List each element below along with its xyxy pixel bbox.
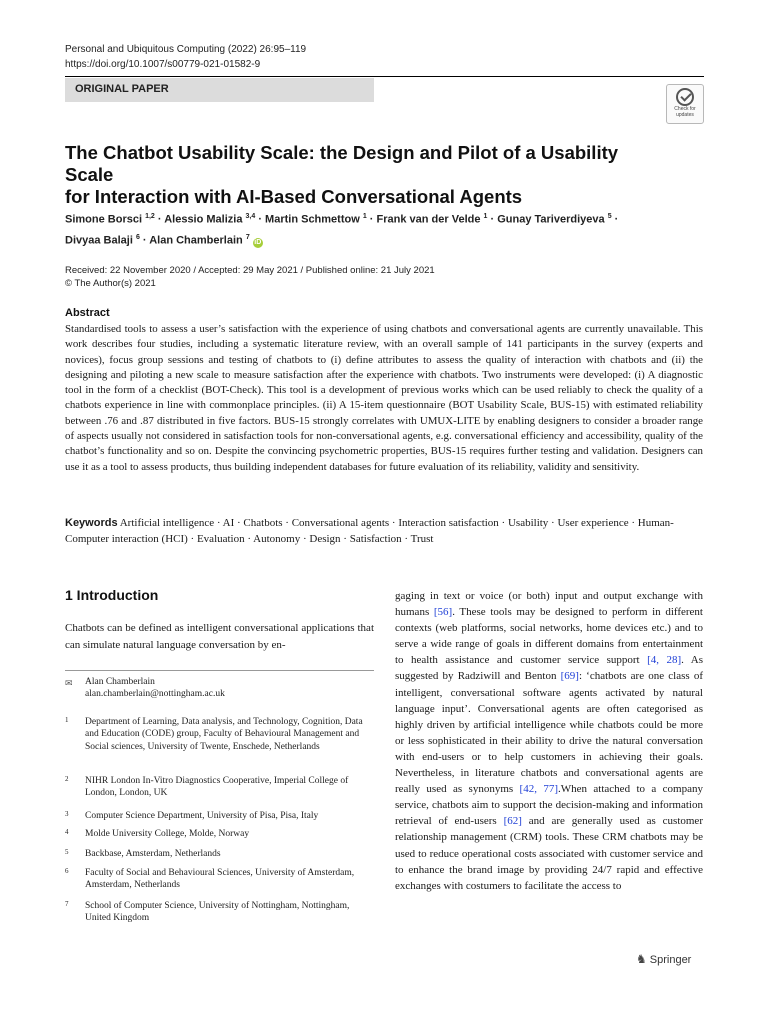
title-line-1: The Chatbot Usability Scale: the Design and Pilot of a Usability Scale: [65, 142, 619, 185]
section-heading-introduction: 1 Introduction: [65, 587, 159, 603]
header-rule: [65, 76, 704, 77]
affiliation: [65, 716, 374, 753]
affiliation-number: 3: [65, 810, 69, 818]
corresponding-email[interactable]: alan.chamberlain@nottingham.ac.uk: [85, 689, 225, 699]
keywords: [65, 515, 703, 547]
affiliation-number: 2: [65, 775, 69, 783]
title-line-2: for Interaction with AI-Based Conversational Agents: [65, 186, 523, 207]
check-updates-icon: [676, 88, 694, 106]
check-for-updates-badge[interactable]: [666, 84, 704, 124]
affiliation-number: 7: [65, 900, 69, 908]
author[interactable]: Alan Chamberlain: [149, 234, 243, 247]
received-line: Received: 22 November 2020 / Accepted: 29 May 2021 / Published online: 21 July 2021: [65, 265, 435, 276]
affiliation-number: 4: [65, 828, 69, 836]
keywords-label: Keywords: [65, 517, 118, 529]
citation-link[interactable]: [69]: [560, 670, 579, 683]
publication-dates: [65, 264, 435, 290]
affiliation: [65, 867, 374, 892]
author-affil: 1,2: [145, 213, 155, 220]
doi-link[interactable]: https://doi.org/10.1007/s00779-021-01582-9: [65, 59, 261, 70]
author-affil: 5: [607, 213, 612, 220]
keywords-list: Artificial intelligence · AI · Chatbots · Conversational agents · Interaction satisfaction · Usability · User experience · Human-Computer interaction (HCI) · Evaluation · Autonomy · Design · Satisfaction · Trust: [65, 517, 674, 545]
affiliation-number: 5: [65, 848, 69, 856]
affiliation: [65, 775, 374, 800]
body-text: .When attached to a company service, chatbots aim to support the decision-making and information retrieval of end-users: [395, 783, 703, 828]
affiliation-text: Molde University College, Molde, Norway: [85, 829, 250, 839]
publisher-logo: [636, 952, 691, 966]
corresponding-author: Alan Chamberlain: [85, 677, 155, 687]
affiliation-text: School of Computer Science, University of Nottingham, Nottingham, United Kingdom: [85, 901, 350, 924]
envelope-icon: ✉: [65, 678, 73, 688]
body-text: gaging in text or voice (or both) input and output exchange with humans: [395, 590, 703, 619]
author[interactable]: Alessio Malizia: [164, 213, 243, 226]
orcid-icon[interactable]: iD: [254, 239, 262, 247]
affiliation-text: Backbase, Amsterdam, Netherlands: [85, 849, 221, 859]
affiliation: [65, 828, 374, 840]
copyright-line: © The Author(s) 2021: [65, 278, 156, 289]
author-affil: 1: [362, 213, 367, 220]
journal-citation: Personal and Ubiquitous Computing (2022) 26:95–119: [65, 44, 307, 55]
citation-link[interactable]: [56]: [433, 606, 453, 619]
paper-title: [65, 142, 665, 208]
body-text: : ‘chatbots are one class of intelligent, conversational software agents activated by natural language input’. Conversational agents are often categorised as highly driven by artificial intelligence while chatbots could be more or less sophisticated in their ability to drive the natural conversation with end-users or to help customers in achieving their goals. Nevertheless, in literature chatbots and conversational agents are really used as synonyms: [395, 670, 703, 796]
author[interactable]: Martin Schmettow: [265, 213, 360, 226]
citation-link[interactable]: [42, 77]: [519, 783, 559, 796]
body-text: and are generally used as customer relationship management (CRM) tools. These CRM chatbots may be used to reduce operational costs associated with customer service and to enhance the brand image by providing 24/7 rapid and effective exchanges with costumers to facilitate the access to: [395, 815, 703, 892]
affiliation-text: Faculty of Social and Behavioural Sciences, University of Amsterdam, Amsterdam, Netherlands: [85, 868, 355, 891]
affiliation-number: 6: [65, 867, 69, 875]
affiliation-text: Department of Learning, Data analysis, and Technology, Cognition, Data and Education (CODE) group, Faculty of Behavioural Management and Social sciences, University of Twente, Enschede, Netherlands: [85, 717, 363, 752]
body-text: . As suggested by Radziwill and Benton: [395, 654, 703, 683]
citation-link[interactable]: [62]: [503, 815, 522, 828]
publisher-name: Springer: [649, 954, 692, 966]
body-text: . These tools may be designed to perform in different contexts (web platforms, social networks, home devices etc.) and to serve a wide range of goals in different domains from entertainment to health assistance and customer service support: [395, 606, 703, 667]
affiliation-number: 1: [65, 716, 69, 724]
affiliation: [65, 810, 374, 822]
footnote-rule: [65, 670, 374, 671]
intro-paragraph-right: [395, 588, 703, 894]
affiliation: [65, 848, 374, 860]
author-affil: 3,4: [245, 213, 256, 220]
author-affil: 6: [135, 233, 140, 241]
affiliation-text: Computer Science Department, University of Pisa, Pisa, Italy: [85, 811, 319, 821]
journal-info: [65, 42, 306, 72]
affiliation-text: NIHR London In-Vitro Diagnostics Cooperative, Imperial College of London, London, UK: [85, 776, 349, 799]
author[interactable]: Frank van der Velde: [376, 213, 481, 226]
abstract-text: Standardised tools to assess a user’s satisfaction with the experience of using chatbots and conversational agents are currently unavailable. This work describes four studies, including a systematic literature review, with an overall sample of 141 participants in the survey (experts and novices), focus group sessions and testing of chatbots to (i) define attributes to assess the quality of interaction with chatbots and (ii) the designing and piloting a new scale to measure satisfaction after the experience with chatbots. Two instruments were developed: (i) A diagnostic tool in the form of a checklist (BOT-Check). This tool is a development of previous works which can be used reliably to check the quality of a chatbots experience in line with commonplace principles. (ii) A 15-item questionnaire (BOT Usability Scale, BUS-15) with estimated reliability between .76 and .87 distributed in five factors. BUS-15 strongly correlates with UMUX-LITE by enabling designers to consider a broader range of aspects usually not considered in satisfaction tools for non-conversational agents, e.g. conversational efficiency and accessibility, quality of the chatbot’s functionality and so on. Despite the convincing psychometric properties, BUS-15 requires further testing and validation. Designers can use it as a tool to assess products, thus building independent databases for future evaluation of its reliability, validity and sensitivity.: [65, 323, 703, 473]
badge-line-2: updates: [676, 111, 694, 118]
author-affil: 7: [245, 233, 250, 241]
springer-horse-icon: ♞: [636, 952, 647, 966]
author[interactable]: Simone Borsci: [65, 213, 143, 226]
intro-paragraph-left: Chatbots can be defined as intelligent conversational applications that can simulate natural language conversation by en-: [65, 622, 374, 651]
affiliation: [65, 900, 374, 925]
article-type-banner: ORIGINAL PAPER: [65, 78, 374, 102]
citation-link[interactable]: [4, 28]: [647, 654, 682, 667]
badge-line-1: Check for: [674, 106, 696, 112]
author-affil: 1: [483, 213, 488, 220]
author-list: Simone Borsci $^{1,2}$ · Alessio Malizia $^{3,4}$ · Martin Schmettow $^1$ · Frank van der Velde $^1$ · Gunay Tariverdiyeva $^5$ · Divyaa Balaji $^6$ · Alan Chamberlain $^7$ iD: [65, 213, 619, 247]
author[interactable]: Divyaa Balaji: [65, 234, 133, 247]
abstract-heading: Abstract: [65, 307, 110, 319]
author[interactable]: Gunay Tariverdiyeva: [497, 213, 605, 226]
